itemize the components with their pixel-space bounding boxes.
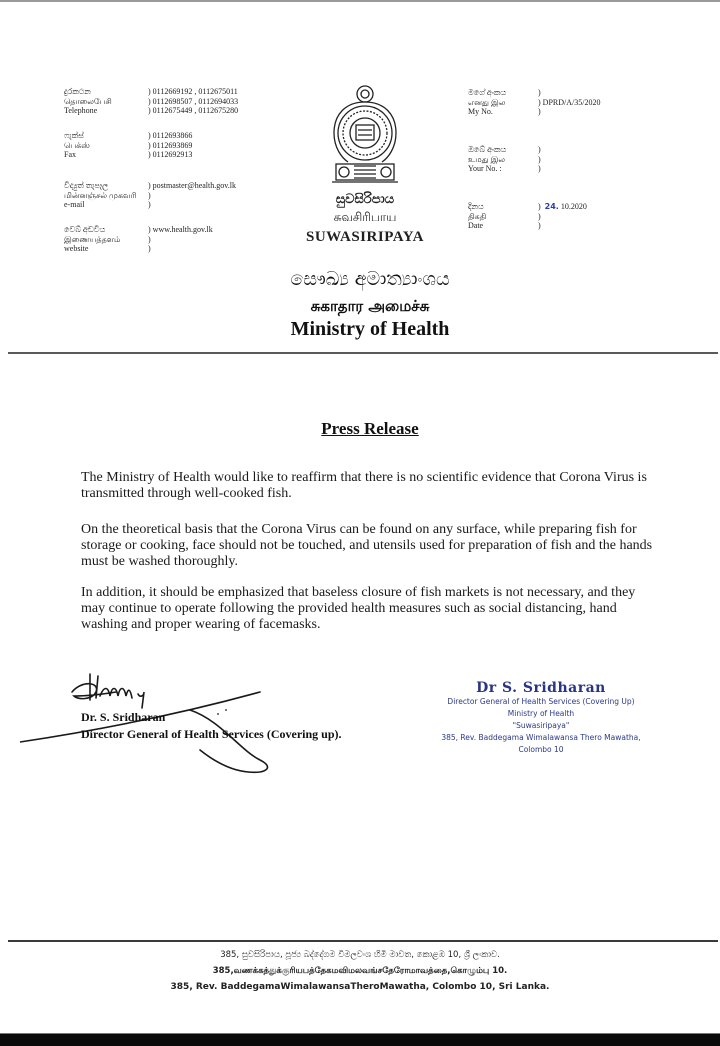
label-en: Fax bbox=[64, 150, 76, 159]
label-ta: திகதி bbox=[468, 211, 487, 221]
stamp-line: Director General of Health Services (Covering Up) bbox=[447, 697, 635, 706]
label-si: වෙබ් අඩවිය bbox=[64, 225, 106, 234]
body-paragraph: The Ministry of Health would like to reaffirm that there is no scientific evidence that Corona Virus is transmitted through well-cooked fish. bbox=[81, 470, 647, 501]
ref-date bbox=[468, 202, 587, 231]
telephone-value: ) 0112669192 , 0112675011 bbox=[148, 87, 238, 96]
scan-top-edge bbox=[0, 0, 720, 2]
label-en: Date bbox=[468, 221, 484, 230]
label-si: ඔබේ අංකය bbox=[468, 145, 507, 154]
official-stamp bbox=[400, 680, 682, 756]
label-si: මගේ අංකය bbox=[468, 88, 507, 97]
footer-address-sinhala: 385, සුවසිරිපාය, පූජ්‍ය බද්දේගම විමලවංශ හිමි මාවත, කොළඹ 10, ශ්‍රී ලංකාව. bbox=[220, 950, 500, 960]
label-si: ෆැක්ස් bbox=[64, 131, 84, 140]
header-divider bbox=[8, 352, 718, 354]
fax-value: ) 0112693866 bbox=[148, 131, 193, 140]
stamp-line: Colombo 10 bbox=[518, 745, 564, 754]
label-si: විද්‍යුත් තැපෑල bbox=[64, 181, 109, 190]
your-no-value: ) bbox=[538, 145, 541, 154]
suwasiripaya-tamil: சுவசிரிபாய bbox=[333, 210, 397, 224]
scan-bottom-edge bbox=[0, 1033, 720, 1046]
label-en: Your No. : bbox=[468, 164, 502, 173]
label-en: Telephone bbox=[64, 106, 98, 115]
date-handwritten: 24. bbox=[544, 202, 559, 211]
website-value: ) bbox=[148, 234, 151, 244]
my-no-value: ) bbox=[538, 88, 541, 97]
handwritten-signature-icon bbox=[20, 670, 360, 780]
label-si: දුරකථන bbox=[64, 87, 91, 96]
suwasiripaya-english: SUWASIRIPAYA bbox=[306, 229, 424, 245]
email-value: ) bbox=[148, 200, 151, 209]
ministry-name-tamil: சுகாதார அமைச்சு bbox=[310, 297, 430, 315]
ministry-name-sinhala: සෞඛ්‍ය අමාත්‍යාංශය bbox=[290, 268, 450, 290]
stamp-line: Ministry of Health bbox=[507, 709, 575, 718]
body-paragraph: On the theoretical basis that the Corona Virus can be found on any surface, while preparing fish for storage or cooking, face should not be touched, and utensils used for preparation of fish and the hands must be washed thoroughly. bbox=[81, 522, 653, 569]
label-en: website bbox=[64, 244, 89, 253]
date-printed: 10.2020 bbox=[560, 202, 587, 211]
contact-email bbox=[64, 181, 236, 210]
website-value: ) www.health.gov.lk bbox=[148, 225, 213, 234]
label-ta: இணையத்தளம் bbox=[64, 234, 121, 244]
suwasiripaya-sinhala: සුවසිරිපාය bbox=[335, 192, 395, 207]
my-no-value: ) bbox=[538, 107, 541, 116]
ref-my-no bbox=[468, 88, 600, 117]
fax-value: ) 0112693869 bbox=[148, 140, 193, 150]
label-en: My No. bbox=[468, 107, 493, 116]
sri-lanka-emblem-icon bbox=[326, 78, 404, 188]
telephone-value: ) 0112698507 , 0112694033 bbox=[148, 96, 239, 106]
date-value bbox=[538, 202, 587, 212]
telephone-value: ) 0112675449 , 0112675280 bbox=[148, 106, 239, 115]
email-value: ) bbox=[148, 190, 151, 200]
footer-address-tamil: 385,வணக்கத்துக்குரியபத்தேகமவிமலவங்சதேரோமாவத்தை,கொழும்பு 10. bbox=[212, 966, 508, 976]
my-no-value: ) DPRD/A/35/2020 bbox=[538, 97, 601, 107]
label-en: e-mail bbox=[64, 200, 85, 209]
press-release-title: Press Release bbox=[321, 419, 419, 438]
footer-address-english: 385, Rev. BaddegamaWimalawansaTheroMawatha, Colombo 10, Sri Lanka. bbox=[170, 982, 550, 992]
label-ta: எனது இல bbox=[468, 97, 506, 107]
date-bracket: ) bbox=[538, 211, 541, 221]
signatory-title: Director General of Health Services (Covering up). bbox=[81, 727, 342, 741]
stamp-name: Dr S. Sridharan bbox=[476, 680, 606, 696]
your-no-value: ) bbox=[538, 164, 541, 173]
fax-value: ) 0112692913 bbox=[148, 150, 193, 159]
contact-fax bbox=[64, 131, 192, 160]
date-bracket: ) bbox=[538, 202, 541, 211]
your-no-value: ) bbox=[538, 154, 541, 164]
website-value: ) bbox=[148, 244, 151, 253]
date-bracket: ) bbox=[538, 221, 541, 230]
contact-telephone bbox=[64, 87, 238, 116]
body-paragraph: In addition, it should be emphasized that baseless closure of fish markets is not necessary, and they may continue to operate following the provided health measures such as social distancing, hand washing and proper wearing of facemasks. bbox=[81, 585, 636, 632]
ministry-name-english: Ministry of Health bbox=[290, 318, 450, 340]
ref-your-no bbox=[468, 145, 541, 174]
stamp-line: 385, Rev. Baddegama Wimalawansa Thero Mawatha, bbox=[441, 733, 641, 742]
contact-website bbox=[64, 225, 213, 254]
footer-address bbox=[150, 947, 570, 995]
label-ta: மின்னஞ்சல் முகவரி bbox=[64, 190, 137, 200]
footer-divider bbox=[8, 940, 718, 942]
email-value: ) postmaster@health.gov.lk bbox=[148, 181, 236, 190]
label-ta: தொலைபேசி bbox=[64, 96, 112, 106]
label-ta: உமது இல bbox=[468, 154, 506, 164]
label-si: දිනය bbox=[468, 202, 484, 211]
stamp-line: "Suwasiripaya" bbox=[512, 721, 570, 730]
label-ta: பெக்ஸ் bbox=[64, 140, 90, 150]
signatory-name: Dr. S. Sridharan bbox=[81, 710, 166, 724]
